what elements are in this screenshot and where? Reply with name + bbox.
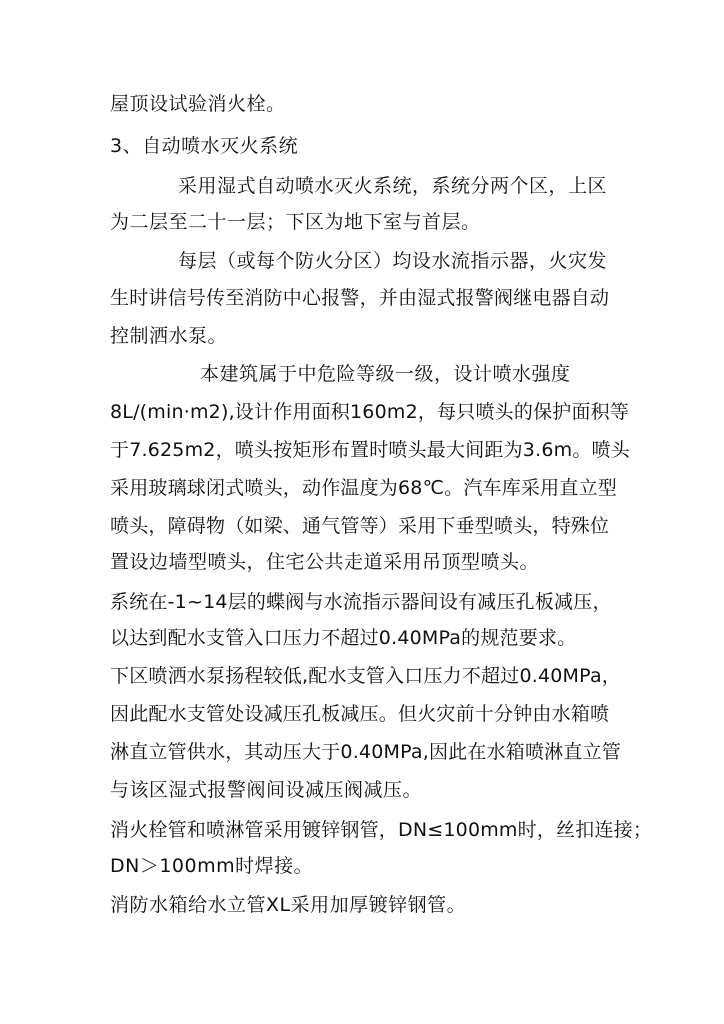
text-line: 消火栓管和喷淋管采用镀锌钢管，DN≤100mm时，丝扣连接； xyxy=(110,819,653,841)
text-line: DN＞100mm时焊接。 xyxy=(110,855,314,877)
text-line: 喷头，障碍物（如梁、通气管等）采用下垂型喷头，特殊位 xyxy=(110,515,610,537)
text-line: 8L/(min·m2),设计作用面积160m2，每只喷头的保护面积等 xyxy=(110,401,630,423)
text-line: 与该区湿式报警阀间设减压阀减压。 xyxy=(110,779,423,801)
text-line: 消防水箱给水立管XL采用加厚镀锌钢管。 xyxy=(110,894,467,916)
text-line: 于7.625m2，喷头按矩形布置时喷头最大间距为3.6m。喷头 xyxy=(110,439,630,461)
text-line: 生时讲信号传至消防中心报警，并由湿式报警阀继电器自动 xyxy=(110,287,610,309)
text-line: 系统在-1~14层的蝶阀与水流指示器间设有减压孔板减压， xyxy=(110,591,612,613)
text-line: 每层（或每个防火分区）均设水流指示器，火灾发 xyxy=(178,250,608,272)
text-line: 本建筑属于中危险等级一级，设计喷水强度 xyxy=(200,363,571,385)
text-line: 采用湿式自动喷水灭火系统，系统分两个区，上区 xyxy=(178,175,608,197)
text-line: 屋顶设试验消火栓。 xyxy=(110,93,286,115)
text-line: 为二层至二十一层；下区为地下室与首层。 xyxy=(110,211,481,233)
text-line: 采用玻璃球闭式喷头，动作温度为68℃。汽车库采用直立型 xyxy=(110,477,617,499)
section-heading: 3、自动喷水灭火系统 xyxy=(110,135,299,157)
text-line: 淋直立管供水，其动压大于0.40MPa,因此在水箱喷淋直立管 xyxy=(110,741,621,763)
text-line: 置设边墙型喷头，住宅公共走道采用吊顶型喷头。 xyxy=(110,551,540,573)
text-line: 因此配水支管处设减压孔板减压。但火灾前十分钟由水箱喷 xyxy=(110,703,610,725)
text-line: 以达到配水支管入口压力不超过0.40MPa的规范要求。 xyxy=(110,627,577,649)
text-line: 下区喷洒水泵扬程较低,配水支管入口压力不超过0.40MPa， xyxy=(110,665,621,687)
text-line: 控制洒水泵。 xyxy=(110,325,228,347)
